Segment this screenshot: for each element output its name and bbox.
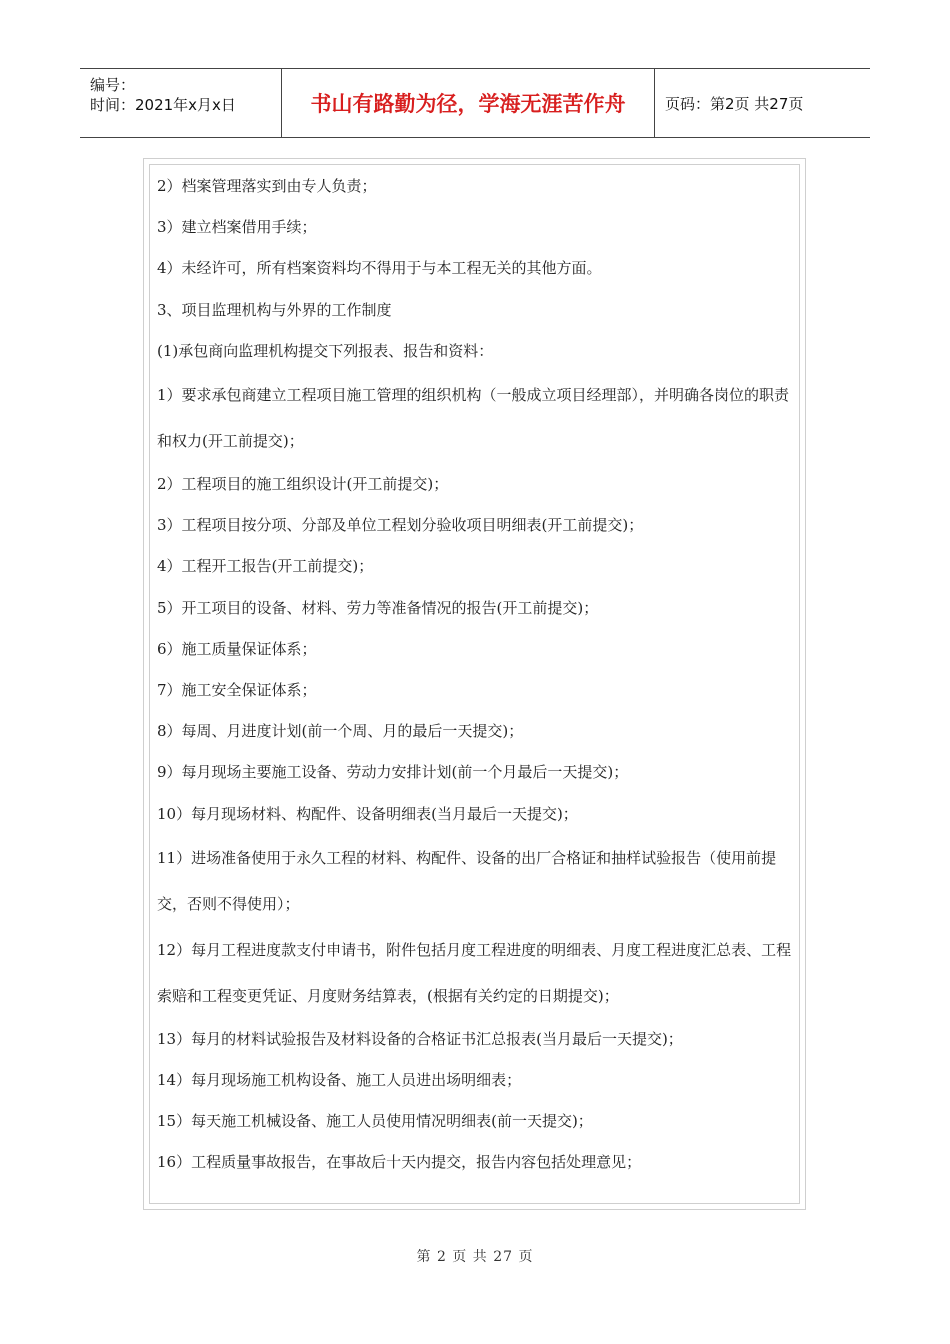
body-line: 2）档案管理落实到由专人负责；: [157, 177, 377, 195]
page-header: [80, 68, 870, 138]
body-line: 9）每月现场主要施工设备、劳动力安排计划(前一个月最后一天提交)；: [157, 763, 629, 782]
body-line: 16）工程质量事故报告，在事故后十天内提交，报告内容包括处理意见；: [157, 1153, 642, 1172]
body-line: 3）工程项目按分项、分部及单位工程划分验收项目明细表(开工前提交)；: [157, 516, 644, 535]
page-footer: 第 2 页 共 27 页: [416, 1249, 534, 1265]
body-line: 12）每月工程进度款支付申请书，附件包括月度工程进度的明细表、月度工程进度汇总表、工程索赔和工程变更凭证、月度财务结算表，(根据有关约定的日期提交)；: [157, 940, 792, 1005]
body-line: 2）工程项目的施工组织设计(开工前提交)；: [157, 475, 449, 494]
document-body: [157, 166, 802, 1184]
body-line: 6）施工质量保证体系；: [157, 639, 317, 658]
body-line: 4）未经许可，所有档案资料均不得用于与本工程无关的其他方面。: [157, 259, 602, 278]
number-label: 编号：: [90, 76, 136, 94]
body-line: 8）每周、月进度计划(前一个周、月的最后一天提交)；: [157, 722, 524, 741]
body-line: 5）开工项目的设备、材料、劳力等准备情况的报告(开工前提交)；: [157, 598, 599, 617]
body-line: 3）建立档案借用手续；: [157, 218, 317, 237]
body-line: 14）每月现场施工机构设备、施工人员进出场明细表；: [157, 1071, 522, 1090]
header-page-info: 页码：第2页 共27页: [665, 94, 804, 113]
body-line: 10）每月现场材料、构配件、设备明细表(当月最后一天提交)；: [157, 804, 578, 823]
header-meta: [80, 69, 282, 137]
sub-heading: (1)承包商向监理机构提交下列报表、报告和资料：: [157, 341, 494, 360]
body-line: 4）工程开工报告(开工前提交)；: [157, 557, 374, 576]
header-motto: 书山有路勤为径，学海无涯苦作舟: [282, 69, 655, 137]
body-line: 11）进场准备使用于永久工程的材料、构配件、设备的出厂合格证和抽样试验报告（使用前提交，否则不得使用）；: [157, 848, 777, 913]
body-line: 15）每天施工机械设备、施工人员使用情况明细表(前一天提交)；: [157, 1112, 593, 1131]
body-line: 7）施工安全保证体系；: [157, 681, 317, 700]
date-line: 时间：2021年x月x日: [90, 96, 236, 114]
body-line: 13）每月的材料试验报告及材料设备的合格证书汇总报表(当月最后一天提交)；: [157, 1029, 683, 1048]
section-heading: 3、项目监理机构与外界的工作制度: [157, 300, 392, 319]
body-line: 1）要求承包商建立工程项目施工管理的组织机构（一般成立项目经理部），并明确各岗位的职责和权力(开工前提交)；: [157, 386, 790, 451]
